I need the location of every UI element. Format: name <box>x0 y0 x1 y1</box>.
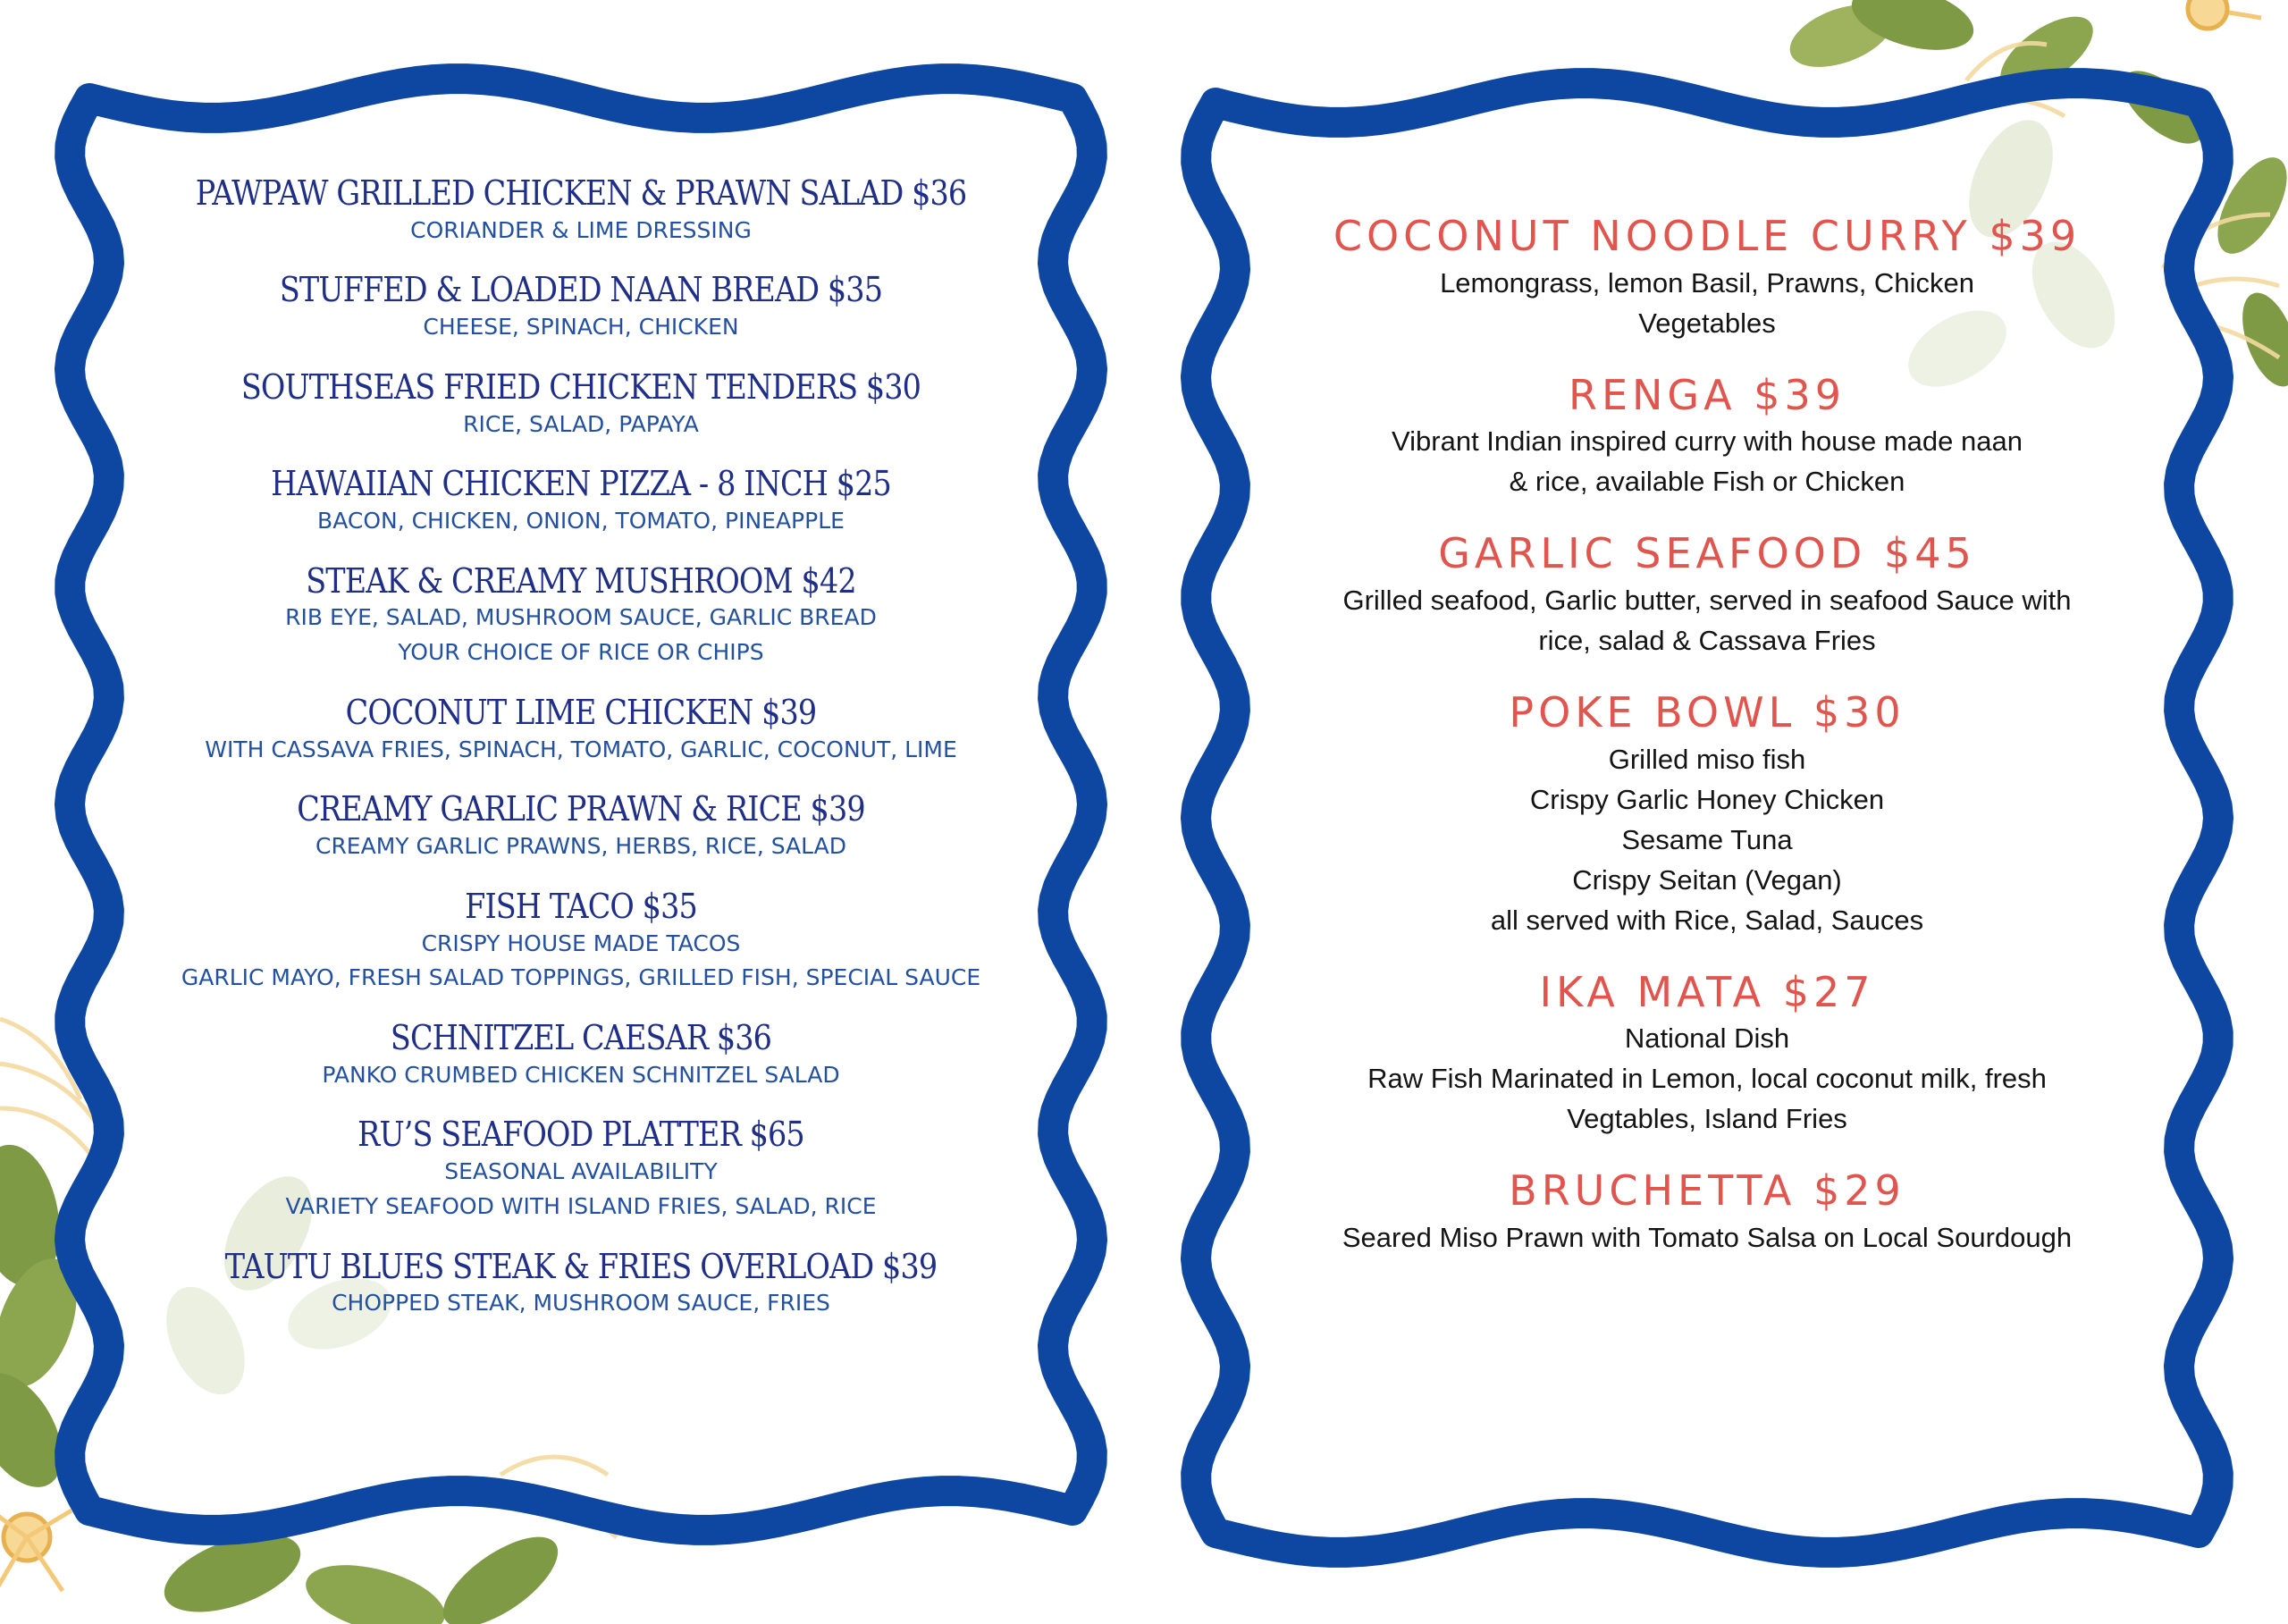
menu-item-title: GARLIC SEAFOOD $45 <box>1438 529 1976 578</box>
menu-item-title: COCONUT NOODLE CURRY $39 <box>1333 212 2082 260</box>
menu-item <box>54 368 1108 442</box>
menu-item <box>1180 369 2234 503</box>
left-menu-list <box>54 174 1108 1344</box>
left-menu-panel <box>54 63 1108 1546</box>
menu-item-description: RICE, SALAD, PAPAYA <box>463 410 699 437</box>
menu-item <box>1180 686 2234 940</box>
menu-item-title: PAWPAW GRILLED CHICKEN & PRAWN SALAD $36 <box>195 173 967 213</box>
menu-item-description: rice, salad & Cassava Fries <box>1538 625 1876 657</box>
menu-item-description: CRISPY HOUSE MADE TACOS <box>421 930 741 956</box>
menu-item-description: Vegetables <box>1638 307 1776 339</box>
menu-item-description: Seared Miso Prawn with Tomato Salsa on Local Sourdough <box>1342 1221 2073 1253</box>
menu-item-title: FISH TACO $35 <box>465 886 697 926</box>
menu-item-description: Raw Fish Marinated in Lemon, local coconut milk, fresh <box>1367 1063 2047 1095</box>
menu-item-title: SOUTHSEAS FRIED CHICKEN TENDERS $30 <box>240 366 921 407</box>
menu-item-description: BACON, CHICKEN, ONION, TOMATO, PINEAPPLE <box>317 508 845 534</box>
menu-item-description: GARLIC MAYO, FRESH SALAD TOPPINGS, GRILLED FISH, SPECIAL SAUCE <box>181 964 981 991</box>
menu-item-description: RIB EYE, SALAD, MUSHROOM SAUCE, GARLIC BREAD <box>285 604 877 631</box>
menu-item-title: CREAMY GARLIC PRAWN & RICE $39 <box>297 789 865 829</box>
menu-item-title: BRUCHETTA $29 <box>1509 1166 1905 1216</box>
menu-item <box>54 174 1108 248</box>
menu-item-description: Grilled miso fish <box>1608 743 1806 775</box>
menu-item <box>1180 527 2234 661</box>
menu-item <box>54 271 1108 344</box>
menu-item-description: CORIANDER & LIME DRESSING <box>410 216 752 243</box>
menu-item-description: National Dish <box>1624 1022 1790 1055</box>
menu-item <box>54 790 1108 863</box>
menu-item-description: Vegtables, Island Fries <box>1567 1103 1847 1135</box>
menu-item <box>54 1248 1108 1321</box>
menu-item-description: CREAMY GARLIC PRAWNS, HERBS, RICE, SALAD <box>315 833 847 860</box>
menu-item-title: COCONUT LIME CHICKEN $39 <box>345 692 817 732</box>
menu-item <box>1180 966 2234 1140</box>
menu-item-description: Lemongrass, lemon Basil, Prawns, Chicken <box>1440 266 1974 299</box>
menu-item-title: SCHNITZEL CAESAR $36 <box>390 1018 772 1057</box>
menu-item-title: IKA MATA $27 <box>1539 967 1875 1016</box>
menu-item-title: STEAK & CREAMY MUSHROOM $42 <box>306 560 856 601</box>
menu-item-description: Sesame Tuna <box>1621 823 1793 855</box>
menu-item <box>54 888 1108 996</box>
menu-item-title: HAWAIIAN CHICKEN PIZZA - 8 INCH $25 <box>271 464 891 504</box>
menu-item-title: POKE BOWL $30 <box>1509 688 1905 737</box>
menu-item <box>54 1115 1108 1224</box>
menu-item-description: Crispy Seitan (Vegan) <box>1572 863 1842 896</box>
menu-item <box>54 694 1108 767</box>
menu-item <box>54 1019 1108 1092</box>
menu-item <box>54 465 1108 538</box>
menu-item-description: Crispy Garlic Honey Chicken <box>1529 783 1885 815</box>
menu-item-description: & rice, available Fish or Chicken <box>1509 466 1905 498</box>
menu-item-title: RU’S SEAFOOD PLATTER $65 <box>358 1115 804 1155</box>
menu-item-description: CHOPPED STEAK, MUSHROOM SAUCE, FRIES <box>332 1290 830 1317</box>
right-menu-panel <box>1180 67 2234 1569</box>
menu-item-description: WITH CASSAVA FRIES, SPINACH, TOMATO, GARLIC, COCONUT, LIME <box>205 736 957 762</box>
menu-item-description: SEASONAL AVAILABILITY <box>444 1158 718 1185</box>
menu-item-description: Vibrant Indian inspired curry with house made naan <box>1392 425 2023 458</box>
menu-item-title: STUFFED & LOADED NAAN BREAD $35 <box>279 270 883 310</box>
menu-item-title: RENGA $39 <box>1569 370 1846 419</box>
menu-item-title: TAUTU BLUES STEAK & FRIES OVERLOAD $39 <box>224 1246 938 1286</box>
menu-item-description: PANKO CRUMBED CHICKEN SCHNITZEL SALAD <box>322 1061 840 1088</box>
right-menu-list <box>1180 210 2234 1283</box>
menu-item <box>54 562 1108 670</box>
menu-item <box>1180 1165 2234 1258</box>
menu-item <box>1180 210 2234 344</box>
menu-item-description: all served with Rice, Salad, Sauces <box>1490 904 1924 936</box>
menu-item-description: Grilled seafood, Garlic butter, served in seafood Sauce with <box>1342 585 2072 617</box>
menu-item-description: CHEESE, SPINACH, CHICKEN <box>423 314 739 341</box>
menu-item-description: VARIETY SEAFOOD WITH ISLAND FRIES, SALAD, RICE <box>285 1192 877 1219</box>
menu-item-description: YOUR CHOICE OF RICE OR CHIPS <box>398 639 764 666</box>
